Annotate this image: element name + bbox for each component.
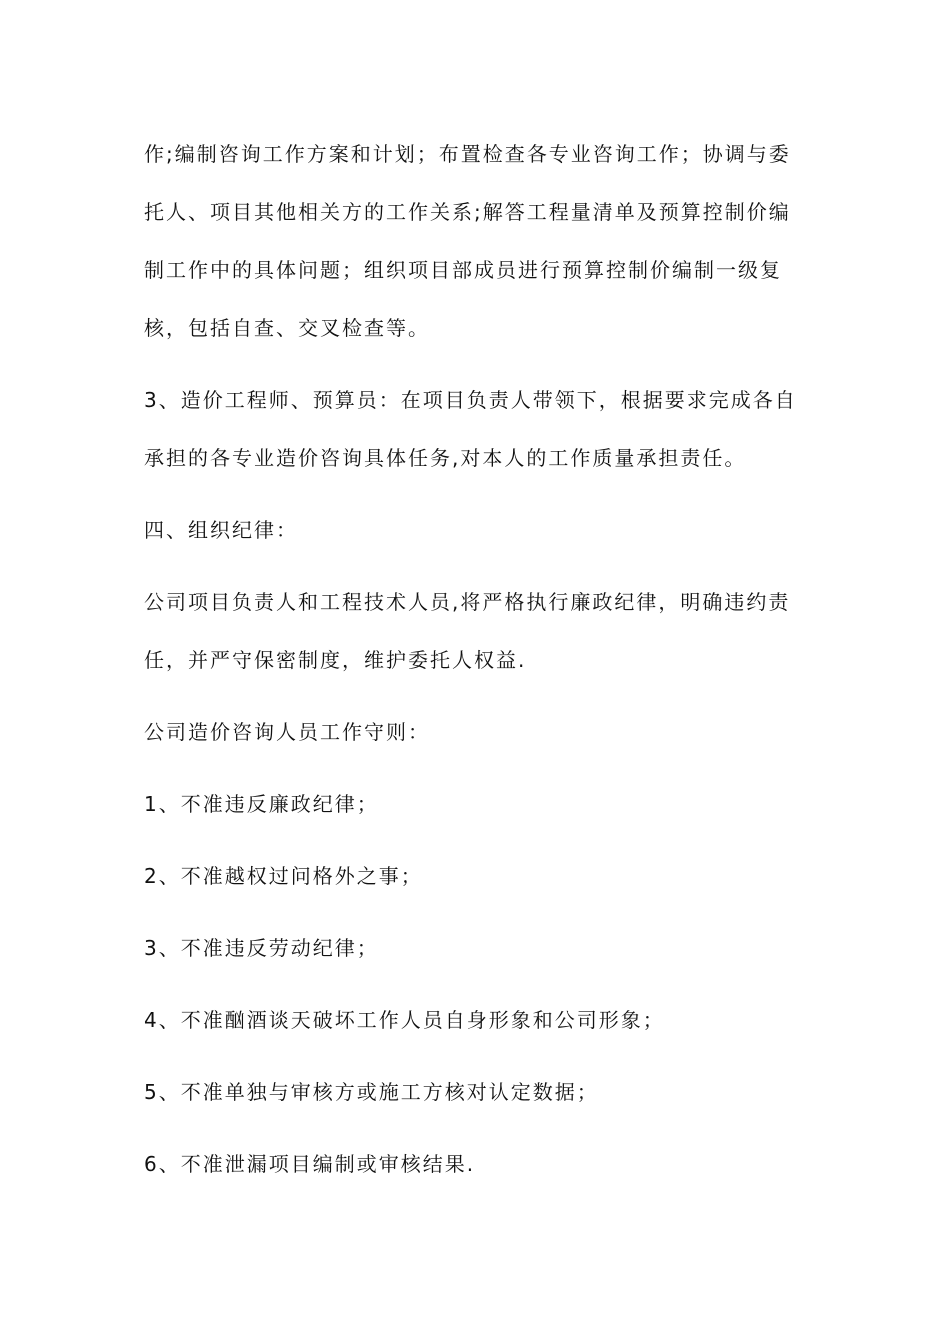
rule-item-5: 5、不准单独与审核方或施工方核对认定数据； [144, 1080, 599, 1104]
text-line: 作;编制咨询工作方案和计划；布置检查各专业咨询工作；协调与委 [144, 142, 791, 166]
rule-item-6: 6、不准泄漏项目编制或审核结果. [144, 1152, 476, 1176]
paragraph-project-lead-duties [144, 125, 824, 357]
rule-item-4: 4、不准酗酒谈天破坏工作人员自身形象和公司形象； [144, 1008, 665, 1032]
text-line: 核，包括自查、交叉检查等。 [144, 316, 430, 340]
rules-heading: 公司造价咨询人员工作守则： [144, 720, 430, 744]
rule-item-2: 2、不准越权过问格外之事； [144, 864, 423, 888]
text-line: 公司项目负责人和工程技术人员,将严格执行廉政纪律，明确违约责 [144, 590, 791, 614]
paragraph-cost-engineer-duties [144, 371, 824, 487]
rule-item-1: 1、不准违反廉政纪律； [144, 792, 379, 816]
text-line: 承担的各专业造价咨询具体任务,对本人的工作质量承担责任。 [144, 446, 747, 470]
document-body [144, 125, 824, 1193]
text-line: 托人、项目其他相关方的工作关系;解答工程量清单及预算控制价编 [144, 200, 791, 224]
text-line: 制工作中的具体问题；组织项目部成员进行预算控制价编制一级复 [144, 258, 782, 282]
section-heading-organization-discipline: 四、组织纪律： [144, 518, 298, 542]
text-line: 3、造价工程师、预算员：在项目负责人带领下，根据要求完成各自 [144, 388, 797, 412]
text-line: 任，并严守保密制度，维护委托人权益. [144, 648, 527, 672]
rule-item-3: 3、不准违反劳动纪律； [144, 936, 379, 960]
paragraph-discipline-statement [144, 573, 824, 689]
